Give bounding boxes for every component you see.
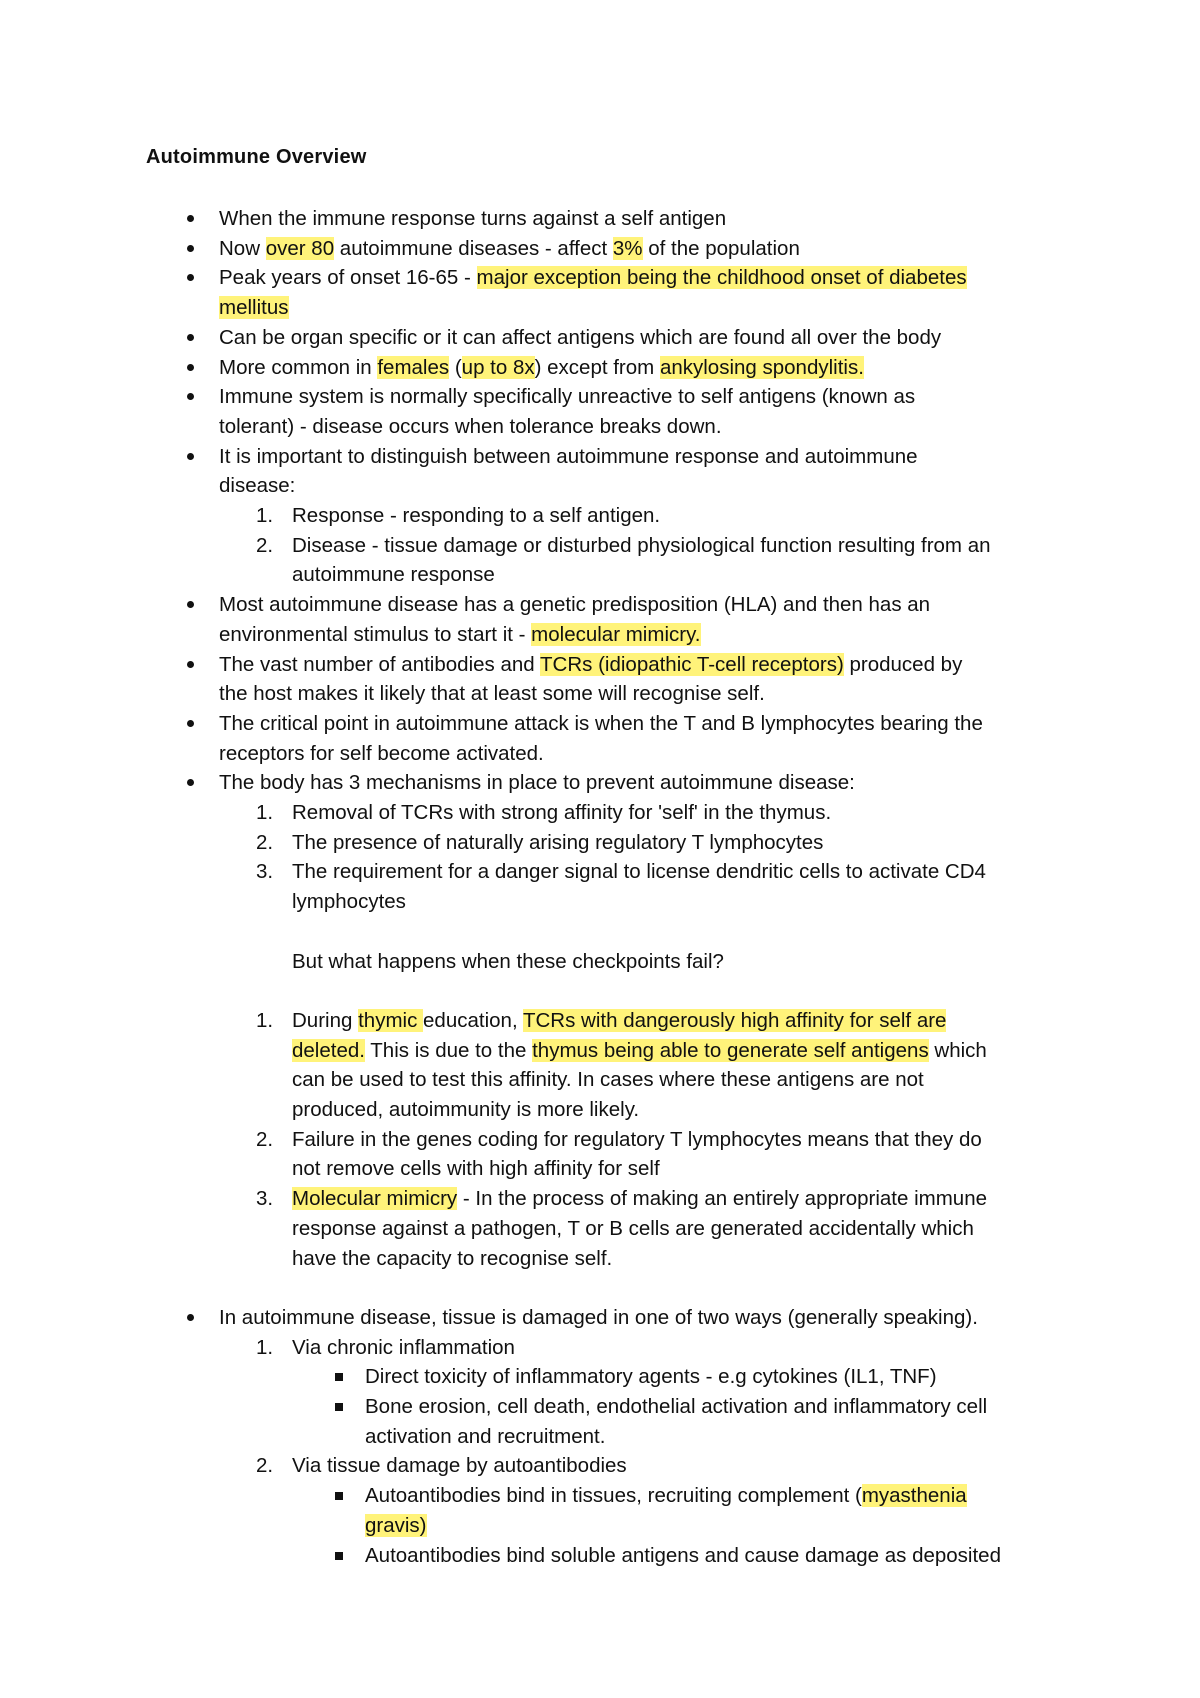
highlighted-text: myasthenia (861, 1484, 967, 1508)
blank-line (0, 1273, 1200, 1303)
bullet-icon (187, 245, 194, 252)
text-run: can be used to test this affinity. In cases where these antigens are not (292, 1068, 924, 1092)
text-run: produced by (843, 652, 963, 676)
text-line (0, 471, 1200, 501)
text-line (0, 234, 1200, 264)
text-run: which (928, 1038, 987, 1062)
bullet-icon (187, 720, 194, 727)
text-line (0, 293, 1200, 323)
text-run: Response - responding to a self antigen. (292, 504, 661, 528)
bullet-icon (187, 453, 194, 460)
highlighted-text: TCRs (idiopathic T-cell receptors) (540, 652, 844, 676)
text-line (0, 353, 1200, 383)
square-bullet-icon (335, 1492, 343, 1500)
text-run: The presence of naturally arising regulatory T lymphocytes (292, 830, 824, 854)
list-number: 2. (256, 1127, 274, 1151)
text-run: receptors for self become activated. (219, 741, 544, 765)
text-run: Autoantibodies bind soluble antigens and cause damage as deposited (365, 1543, 1001, 1567)
text-run: Immune system is normally specifically unreactive to self antigens (known as (219, 385, 916, 409)
text-run: When the immune response turns against a self antigen (219, 207, 727, 230)
text-line (0, 204, 1200, 234)
square-bullet-icon (335, 1552, 343, 1560)
text-run: The body has 3 mechanisms in place to prevent autoimmune disease: (219, 771, 855, 795)
text-line (0, 1125, 1200, 1155)
text-run: In autoimmune disease, tissue is damaged in one of two ways (generally speaking). (219, 1305, 978, 1329)
list-number: 1. (256, 801, 274, 825)
list-number: 2. (256, 830, 274, 854)
text-run: Can be organ specific or it can affect antigens which are found all over the body (219, 325, 942, 349)
text-run: environmental stimulus to start it - (219, 622, 532, 646)
bullet-icon (187, 215, 194, 222)
text-line (0, 501, 1200, 531)
text-line (0, 1333, 1200, 1363)
text-run: tolerant) - disease occurs when tolerance breaks down. (219, 414, 722, 438)
text-run: activation and recruitment. (365, 1424, 606, 1448)
text-line (0, 263, 1200, 293)
text-run: But what happens when these checkpoints fail? (292, 949, 724, 973)
text-run: Bone erosion, cell death, endothelial activation and inflammatory cell (365, 1395, 988, 1419)
text-run: response against a pathogen, T or B cells are generated accidentally which (292, 1216, 974, 1240)
text-line (0, 709, 1200, 739)
text-line (0, 739, 1200, 769)
highlighted-text: major exception being the childhood onset of diabetes (476, 266, 967, 290)
text-line (0, 857, 1200, 887)
text-run: More common in (219, 355, 378, 379)
square-bullet-icon (335, 1373, 343, 1381)
text-run: the host makes it likely that at least some will recognise self. (219, 682, 765, 706)
highlighted-text: mellitus (219, 296, 289, 320)
text-run: Failure in the genes coding for regulatory T lymphocytes means that they do (292, 1127, 982, 1151)
text-run: - In the process of making an entirely appropriate immune (457, 1187, 988, 1211)
text-run: This is due to the (364, 1038, 533, 1062)
text-run: autoimmune diseases - affect (334, 236, 613, 260)
list-number: 1. (256, 1335, 274, 1359)
text-line (0, 620, 1200, 650)
bullet-icon (187, 274, 194, 281)
text-run: ( (449, 355, 462, 379)
text-line (0, 531, 1200, 561)
text-run: Peak years of onset 16-65 - (219, 266, 477, 290)
text-run: During (292, 1008, 359, 1032)
text-run: of the population (642, 236, 800, 260)
text-run: Most autoimmune disease has a genetic predisposition (HLA) and then has an (219, 593, 931, 617)
text-line (0, 1095, 1200, 1125)
highlighted-text: thymic (358, 1008, 424, 1032)
highlighted-text: gravis) (365, 1513, 427, 1537)
text-line (0, 1422, 1200, 1452)
bullet-icon (187, 334, 194, 341)
blank-line (0, 917, 1200, 947)
document-body (0, 204, 1200, 1570)
text-run: Removal of TCRs with strong affinity for 'self' in the thymus. (292, 801, 832, 825)
list-number: 2. (256, 1454, 274, 1478)
text-run: Direct toxicity of inflammatory agents - e.g cytokines (IL1, TNF) (365, 1365, 937, 1389)
text-line (0, 1303, 1200, 1333)
highlighted-text: over 80 (265, 236, 335, 260)
text-line (0, 1481, 1200, 1511)
text-line (0, 1006, 1200, 1036)
text-line (0, 1184, 1200, 1214)
text-line (0, 947, 1200, 977)
bullet-icon (187, 601, 194, 608)
text-line (0, 887, 1200, 917)
text-run: It is important to distinguish between autoimmune response and autoimmune (219, 444, 918, 468)
text-line (0, 323, 1200, 353)
text-line (0, 1362, 1200, 1392)
list-number: 2. (256, 533, 274, 557)
highlighted-text: Molecular mimicry (292, 1187, 458, 1211)
bullet-icon (187, 1314, 194, 1321)
text-run: disease: (219, 474, 296, 498)
list-number: 3. (256, 860, 274, 884)
text-line (0, 382, 1200, 412)
bullet-icon (187, 779, 194, 786)
blank-line (0, 976, 1200, 1006)
text-line (0, 1036, 1200, 1066)
text-line (0, 1244, 1200, 1274)
highlighted-text: females (377, 355, 450, 379)
document-title: Autoimmune Overview (146, 146, 367, 168)
highlighted-text: 3% (612, 236, 643, 260)
text-line (0, 798, 1200, 828)
highlighted-text: TCRs with dangerously high affinity for self are (522, 1008, 947, 1032)
text-line (0, 1511, 1200, 1541)
text-line (0, 442, 1200, 472)
text-line (0, 768, 1200, 798)
text-line (0, 590, 1200, 620)
text-line (0, 1214, 1200, 1244)
text-run: The critical point in autoimmune attack is when the T and B lymphocytes bearing the (219, 711, 983, 735)
text-run: Via chronic inflammation (292, 1335, 515, 1359)
text-run: autoimmune response (292, 563, 495, 587)
bullet-icon (187, 364, 194, 371)
text-run: Now (219, 236, 266, 260)
text-line (0, 1451, 1200, 1481)
bullet-icon (187, 661, 194, 668)
text-run: ) except from (534, 355, 660, 379)
text-run: Via tissue damage by autoantibodies (292, 1454, 627, 1478)
highlighted-text: thymus being able to generate self antigens (532, 1038, 929, 1062)
text-run: The requirement for a danger signal to license dendritic cells to activate CD4 (292, 860, 986, 884)
highlighted-text: ankylosing spondylitis. (659, 355, 864, 379)
text-line (0, 1154, 1200, 1184)
text-line (0, 650, 1200, 680)
text-run: have the capacity to recognise self. (292, 1246, 613, 1270)
text-run: The vast number of antibodies and (219, 652, 540, 676)
list-number: 3. (256, 1187, 274, 1211)
list-number: 1. (256, 504, 274, 528)
bullet-icon (187, 393, 194, 400)
text-run: Autoantibodies bind in tissues, recruiting complement ( (365, 1484, 862, 1508)
highlighted-text: up to 8x (461, 355, 535, 379)
text-run: not remove cells with high affinity for self (292, 1157, 660, 1181)
highlighted-text: deleted. (292, 1038, 365, 1062)
list-number: 1. (256, 1008, 274, 1032)
square-bullet-icon (335, 1403, 343, 1411)
text-run: Disease - tissue damage or disturbed physiological function resulting from an (292, 533, 991, 557)
text-line (0, 1065, 1200, 1095)
text-line (0, 828, 1200, 858)
text-line (0, 560, 1200, 590)
text-line (0, 1541, 1200, 1571)
highlighted-text: molecular mimicry. (531, 622, 701, 646)
text-line (0, 412, 1200, 442)
text-run: produced, autoimmunity is more likely. (292, 1098, 640, 1122)
text-run: education, (423, 1008, 523, 1032)
text-line (0, 679, 1200, 709)
text-line (0, 1392, 1200, 1422)
text-run: lymphocytes (292, 890, 406, 914)
